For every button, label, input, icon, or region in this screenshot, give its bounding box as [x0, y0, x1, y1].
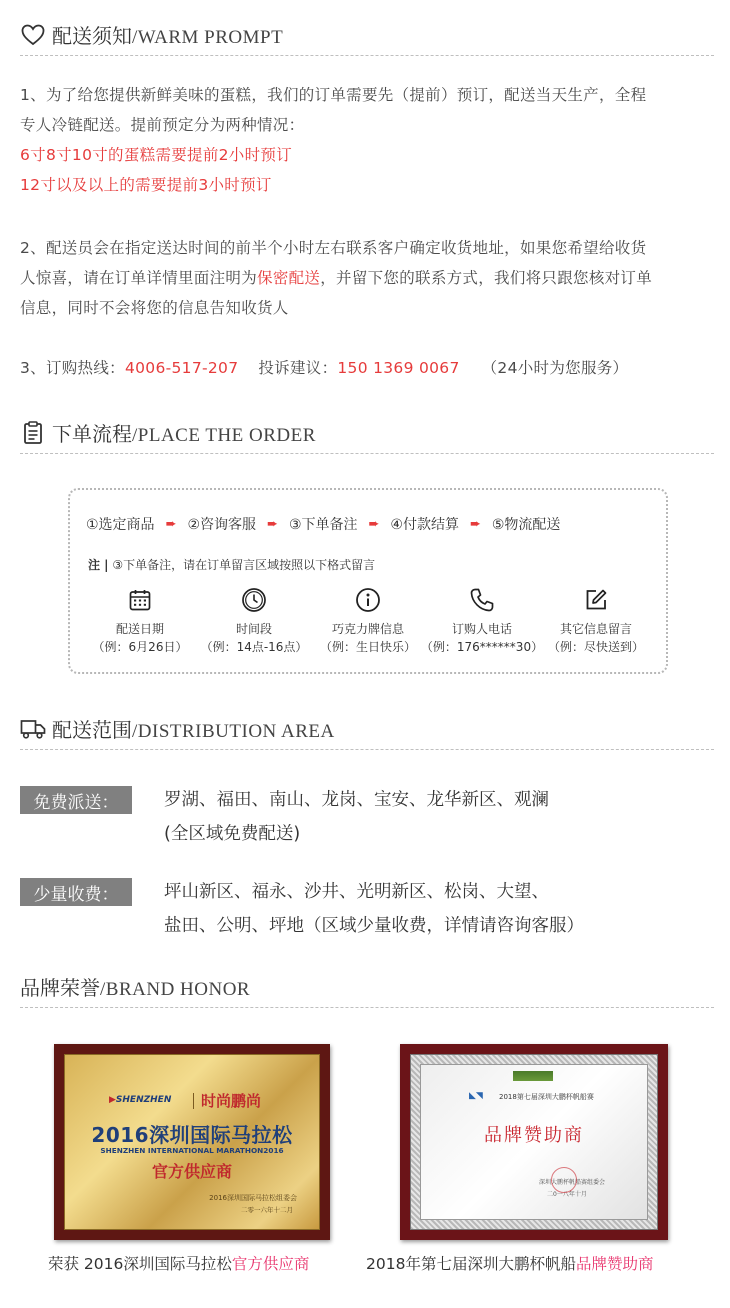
- award-caption-sailing: 2018年第七届深圳大鹏杯帆船品牌赞助商: [366, 1255, 654, 1273]
- award-plaque-marathon: ▶SHENZHEN 时尚鹏尚 2016深圳国际马拉松 SHENZHEN INTERNATIONAL MARATHON2016 官方供应商 2016深圳国际马拉松组委会 二零一六年十二月: [54, 1044, 330, 1240]
- free-delivery-row: [20, 786, 549, 851]
- free-delivery-areas: 罗湖、福田、南山、龙岗、宝安、龙华新区、观澜 (全区域免费配送): [164, 790, 549, 844]
- highlight-line: 6寸8寸10寸的蛋糕需要提前2小时预订: [20, 146, 293, 164]
- step-order-note: ③下单备注: [288, 517, 358, 533]
- text-line: 2、配送员会在指定送达时间的前半个小时左右联系客户确定收货地址，如果您希望给收货: [20, 239, 647, 257]
- award-subtitle: SHENZHEN INTERNATIONAL MARATHON2016: [100, 1146, 284, 1155]
- order-note: 注 | ③下单备注，请在订单留言区域按照以下格式留言: [88, 558, 376, 572]
- warm-paragraph-2: [20, 233, 716, 323]
- section-title: 配送须知/WARM PROMPT: [52, 24, 284, 48]
- clock-icon: [241, 586, 267, 614]
- section-header-brand-honor: [20, 966, 714, 1008]
- award-caption-marathon: 荣获 2016深圳国际马拉松官方供应商: [48, 1255, 310, 1273]
- marathon-logo-text: SHENZHEN: [115, 1095, 172, 1105]
- order-flow-box: [68, 488, 668, 674]
- complaint-number[interactable]: 150 1369 0067: [337, 359, 460, 377]
- warm-paragraph-1: [20, 80, 716, 200]
- section-title: 品牌荣誉/BRAND HONOR: [20, 976, 251, 1000]
- field-buyer-phone: 订购人电话 （例：176******30）: [430, 586, 534, 656]
- seal-stamp: [551, 1167, 577, 1193]
- calendar-icon: [128, 586, 152, 614]
- heart-icon: [20, 22, 46, 48]
- info-icon: [355, 586, 381, 614]
- warm-paragraph-3: 3、订购热线：4006-517-207 投诉建议：150 1369 0067 （24小时为您服务）: [20, 359, 629, 377]
- clipboard-icon: [20, 420, 46, 446]
- arrow-icon: ➨: [368, 516, 380, 532]
- fee-delivery-tag: 少量收费：: [20, 878, 132, 906]
- field-other-message: 其它信息留言 （例：尽快送到）: [544, 586, 648, 656]
- brand-logo: 时尚鹏尚: [201, 1092, 262, 1110]
- order-steps: [86, 514, 560, 534]
- text-line: 专人冷链配送。提前预定分为两种情况：: [20, 116, 305, 134]
- text-line: 信息，同时不会将您的信息告知收货人: [20, 299, 289, 317]
- award-issuer: 2016深圳国际马拉松组委会: [209, 1194, 297, 1202]
- section-header-warm-prompt: [20, 14, 714, 56]
- text-line: 1、为了给您提供新鲜美味的蛋糕，我们的订单需要先（提前）预订，配送当天生产，全程: [20, 86, 647, 104]
- fee-delivery-areas: 坪山新区、福永、沙井、光明新区、松岗、大望、 盐田、公明、坪地（区域少量收费，详情请咨询客服）: [164, 882, 584, 936]
- award-title: 2016深圳国际马拉松: [91, 1123, 293, 1147]
- step-select-product: ①选定商品: [86, 517, 155, 533]
- phone-icon: [469, 586, 495, 614]
- hotline-number[interactable]: 4006-517-207: [124, 359, 239, 377]
- section-title: 下单流程/PLACE THE ORDER: [52, 422, 316, 446]
- award-header: 2018第七届深圳大鹏杯帆船赛: [499, 1093, 594, 1101]
- field-chocolate-plaque: 巧克力牌信息 （例：生日快乐）: [316, 586, 420, 656]
- sailing-logo-icon: ◣◥: [469, 1091, 483, 1101]
- sailing-photo: [513, 1071, 553, 1081]
- award-date: 二0一八年十月: [547, 1191, 587, 1198]
- highlight-line: 12寸以及以上的需要提前3小时预订: [20, 176, 272, 194]
- free-delivery-tag: 免费派送：: [20, 786, 132, 814]
- section-title: 配送范围/DISTRIBUTION AREA: [52, 718, 335, 742]
- section-header-distribution-area: [20, 708, 714, 750]
- award-role: 品牌赞助商: [484, 1125, 584, 1146]
- edit-icon: [584, 586, 608, 614]
- truck-icon: [20, 716, 46, 742]
- step-payment: ④付款结算: [390, 517, 459, 533]
- award-plaque-sailing: [400, 1044, 668, 1240]
- secret-delivery-highlight: 保密配送: [257, 269, 321, 287]
- step-consult-service: ②咨询客服: [187, 517, 257, 533]
- award-date: 二零一六年十二月: [241, 1206, 293, 1214]
- field-time-slot: 时间段 （例：14点-16点）: [202, 586, 306, 656]
- text-line: 人惊喜，请在订单详情里面注明为保密配送，并留下您的联系方式，我们将只跟您核对订单: [20, 269, 653, 287]
- arrow-icon: ➨: [165, 516, 177, 532]
- award-role: 官方供应商: [151, 1162, 232, 1181]
- arrow-icon: ➨: [469, 516, 481, 532]
- note-fields: [70, 586, 666, 656]
- step-logistics: ⑤物流配送: [491, 517, 561, 533]
- award-issuer: 深圳大鹏杯帆船赛组委会: [539, 1179, 606, 1186]
- fee-delivery-row: [20, 878, 584, 943]
- field-delivery-date: 配送日期 （例：6月26日）: [88, 586, 192, 656]
- section-header-place-order: [20, 412, 714, 454]
- arrow-icon: ➨: [267, 516, 278, 532]
